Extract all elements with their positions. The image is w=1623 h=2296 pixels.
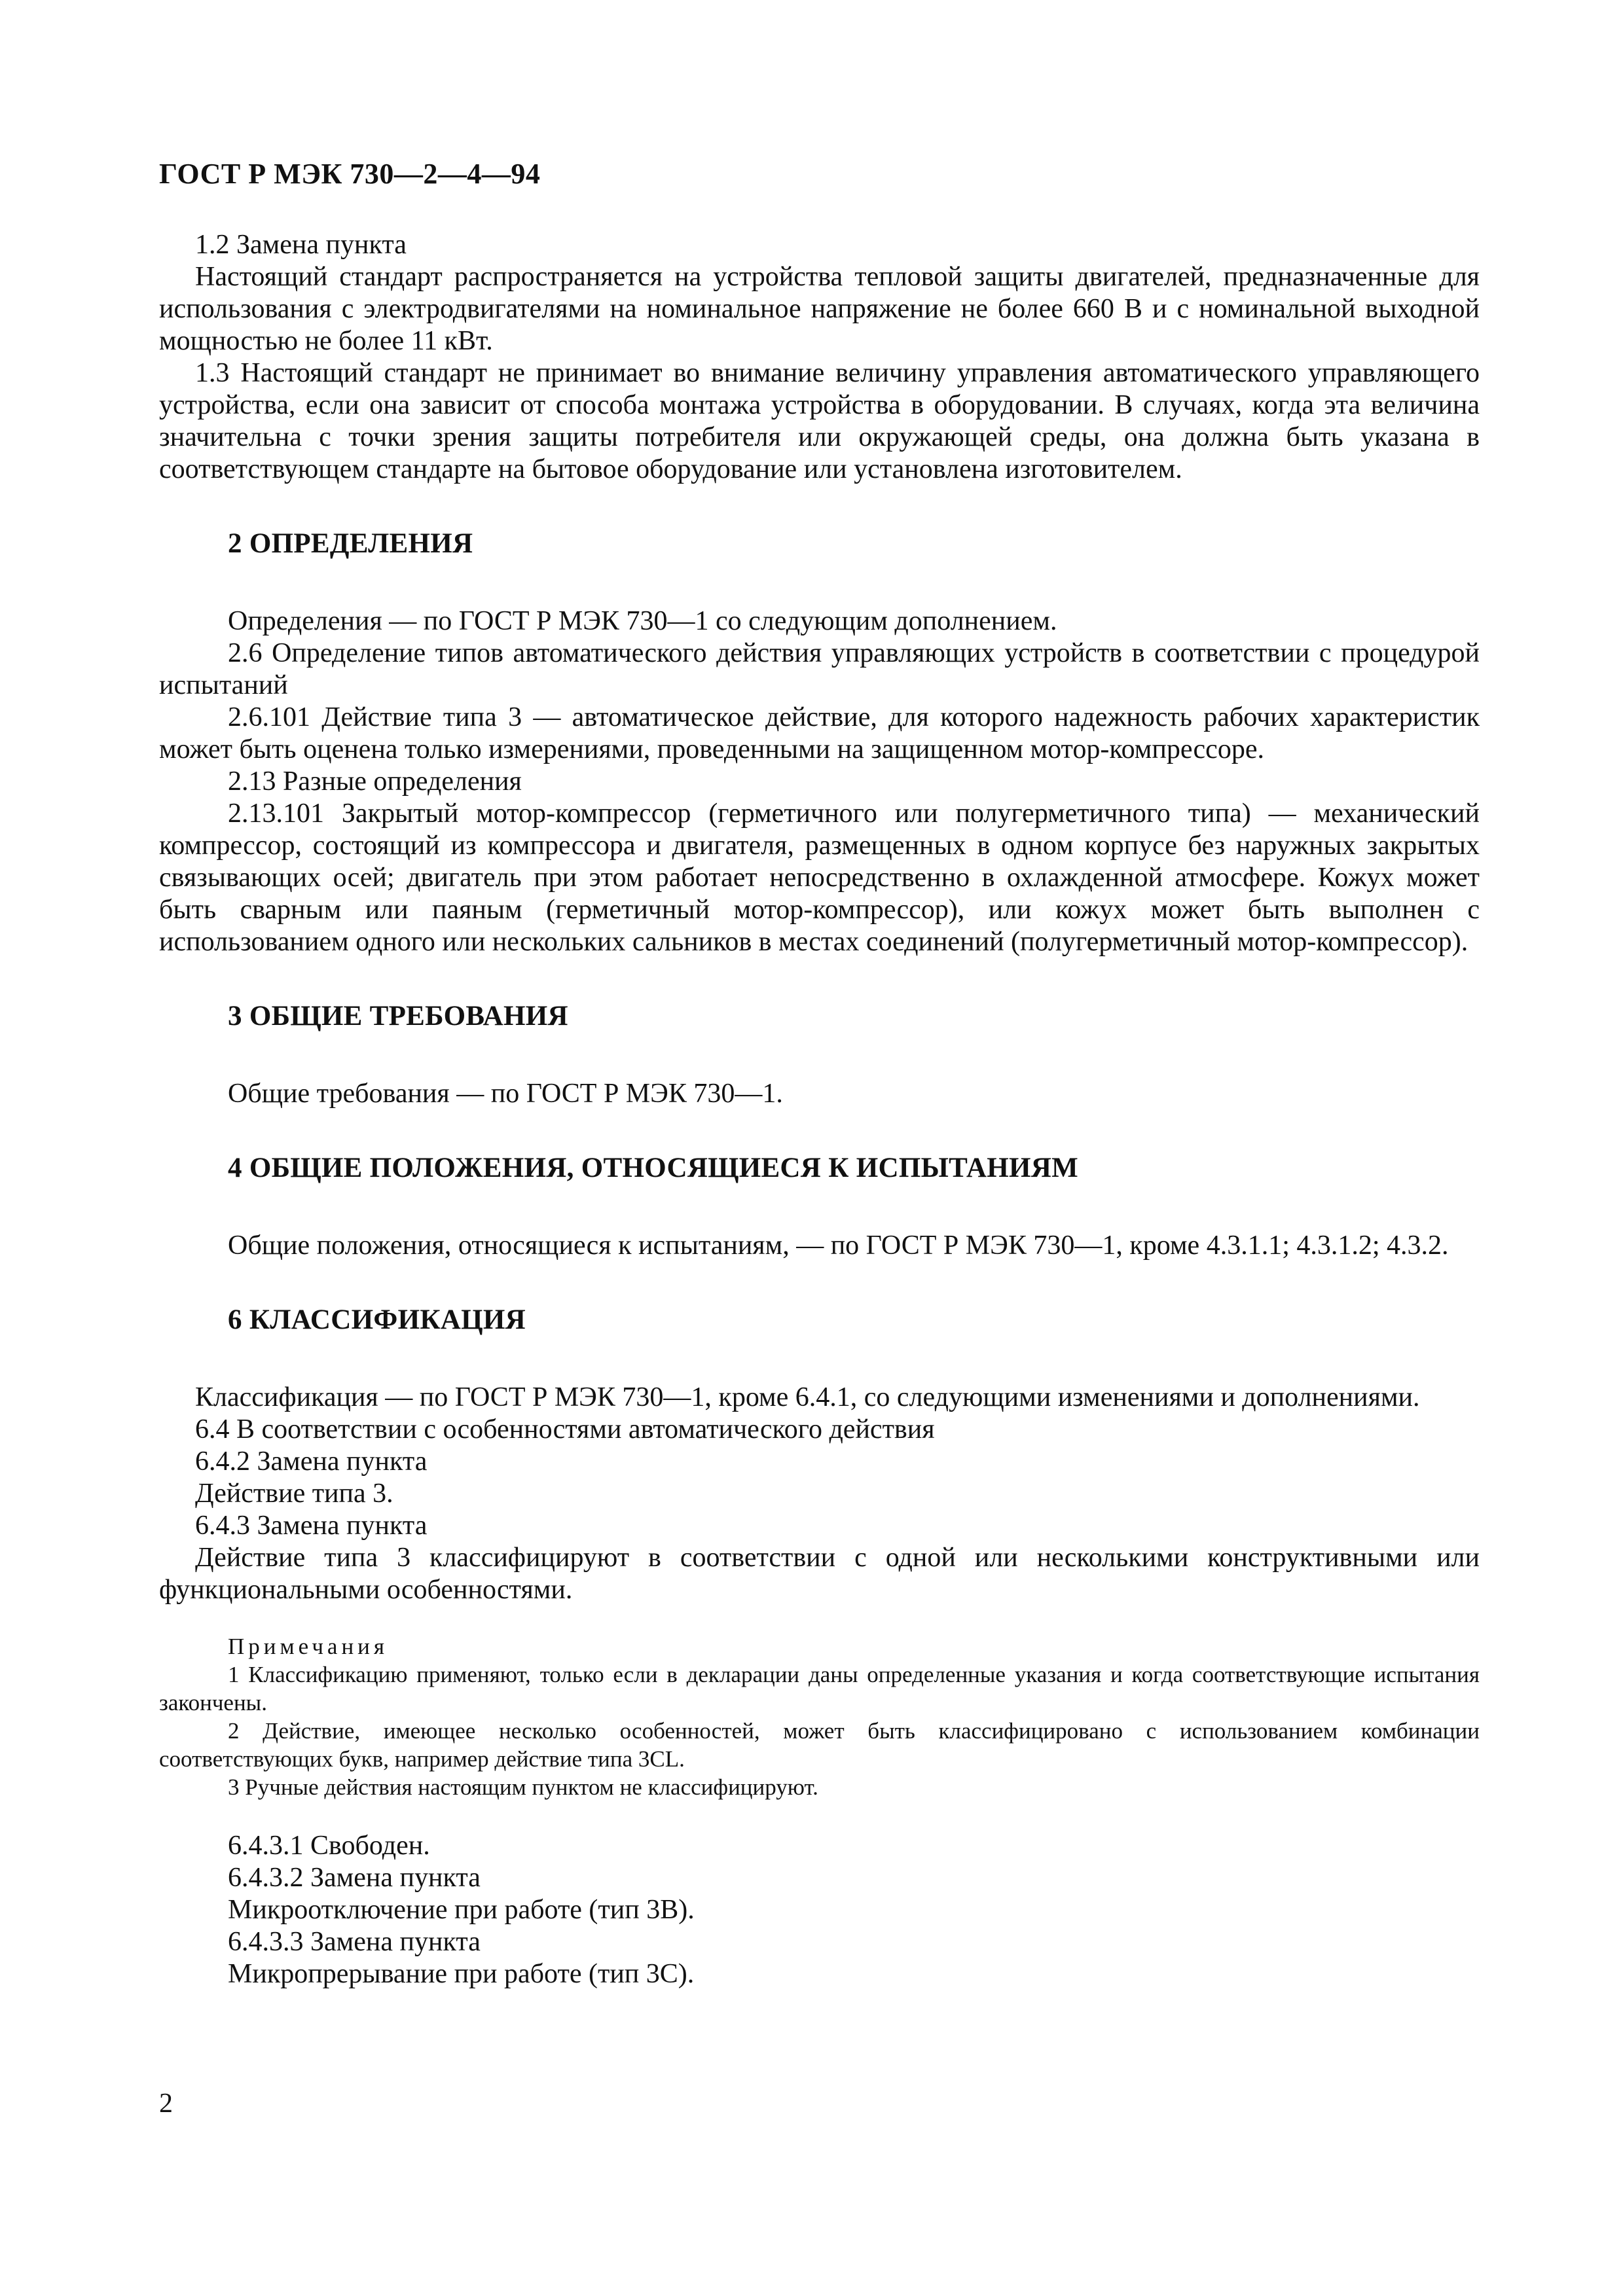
clause-2-13-101: 2.13.101 Закрытый мотор-компрессор (герметичного или полугерметичного типа) — механический компрессор, состоящий из компрессора и двигателя, размещенных в одном корпусе без наружных закрытых связывающих осей; двигатель при этом работает непосредственно в охлажденной атмосфере. Кожух может быть сварным или паяным (герметичный мотор-компрессор), или кожух может быть выполнен с использованием одного или нескольких сальников в местах соединений (полугерметичный мотор-компрессор). <box>159 798 1480 957</box>
notes-title: Примечания <box>228 1634 389 1659</box>
clause-6-4-3-text: Действие типа 3 классифицируют в соответствии с одной или несколькими конструктивными или функциональными особенностями. <box>159 1543 1480 1605</box>
note-3: 3 Ручные действия настоящим пунктом не классифицируют. <box>228 1774 818 1800</box>
note-2: 2 Действие, имеющее несколько особенностей, может быть классифицировано с использованием комбинации соответствующих букв, например действие типа 3CL. <box>159 1718 1480 1772</box>
clause-6-4-2-text: Действие типа 3. <box>195 1479 393 1509</box>
section-2-heading: 2 ОПРЕДЕЛЕНИЯ <box>228 528 473 559</box>
clause-1-2-title: 1.2 Замена пункта <box>195 230 407 260</box>
clause-6-4-3-2: 6.4.3.2 Замена пункта <box>228 1863 481 1893</box>
section-4-heading: 4 ОБЩИЕ ПОЛОЖЕНИЯ, ОТНОСЯЩИЕСЯ К ИСПЫТАНИЯМ <box>228 1153 1079 1183</box>
document-body <box>159 229 1480 1990</box>
clause-1-3-text: 1.3 Настоящий стандарт не принимает во внимание величину управления автоматического управляющего устройства, если она зависит от способа монтажа устройства в оборудовании. В случаях, когда эта величина значительна с точки зрения защиты потребителя или окружающей среды, она должна быть указана в соответствующем стандарте на бытовое оборудование или установлена изготовителем. <box>159 358 1480 484</box>
clause-6-4-3-subclauses <box>159 1830 1480 1990</box>
section-3-text: Общие требования — по ГОСТ Р МЭК 730—1. <box>228 1079 783 1109</box>
section-3-heading: 3 ОБЩИЕ ТРЕБОВАНИЯ <box>228 1001 568 1031</box>
section-6-heading: 6 КЛАССИФИКАЦИЯ <box>228 1304 526 1335</box>
clause-6-4: 6.4 В соответствии с особенностями автоматического действия <box>195 1414 935 1444</box>
clause-2-13: 2.13 Разные определения <box>228 766 522 797</box>
section-2-intro: Определения — по ГОСТ Р МЭК 730—1 со следующим дополнением. <box>228 606 1057 636</box>
notes-block <box>159 1632 1480 1801</box>
section-6-intro: Классификация — по ГОСТ Р МЭК 730—1, кроме 6.4.1, со следующими изменениями и дополнениями. <box>195 1382 1420 1412</box>
section-4-text: Общие положения, относящиеся к испытаниям, — по ГОСТ Р МЭК 730—1, кроме 4.3.1.1; 4.3.1.2; 4.3.2. <box>228 1230 1449 1261</box>
page-number: 2 <box>159 2089 173 2119</box>
document-header: ГОСТ Р МЭК 730—2—4—94 <box>159 158 541 190</box>
clause-6-4-2: 6.4.2 Замена пункта <box>195 1446 428 1477</box>
clause-6-4-3: 6.4.3 Замена пункта <box>195 1511 428 1541</box>
clause-2-6-101: 2.6.101 Действие типа 3 — автоматическое действие, для которого надежность рабочих характеристик может быть оценена только измерениями, проведенными на защищенном мотор-компрессоре. <box>159 702 1480 764</box>
clause-1-2-text: Настоящий стандарт распространяется на устройства тепловой защиты двигателей, предназначенные для использования с электродвигателями на номинальное напряжение не более 660 В и с номинальной выходной мощностью не более 11 кВт. <box>159 262 1480 356</box>
clause-6-4-3-1: 6.4.3.1 Свободен. <box>228 1831 430 1861</box>
clause-6-4-3-3-text: Микропрерывание при работе (тип 3C). <box>228 1959 695 1989</box>
clause-6-4-3-2-text: Микроотключение при работе (тип 3B). <box>228 1895 695 1925</box>
note-1: 1 Классификацию применяют, только если в декларации даны определенные указания и когда соответствующие испытания закончены. <box>159 1662 1480 1715</box>
clause-2-6: 2.6 Определение типов автоматического действия управляющих устройств в соответствии с процедурой испытаний <box>159 638 1480 700</box>
clause-6-4-3-3: 6.4.3.3 Замена пункта <box>228 1927 481 1957</box>
